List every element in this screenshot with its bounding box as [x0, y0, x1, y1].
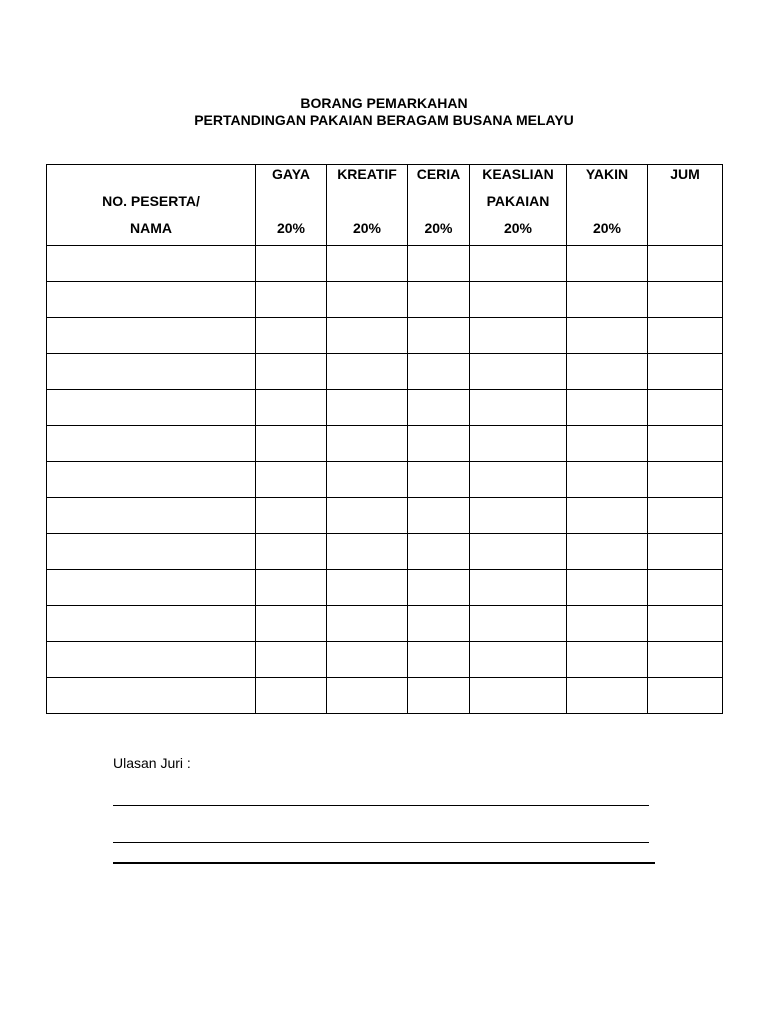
column-label: CERIA	[416, 166, 461, 182]
score-cell[interactable]	[256, 678, 327, 714]
table-row	[47, 246, 723, 282]
participant-header-line1: NO. PESERTA/	[102, 193, 200, 209]
participant-cell[interactable]	[47, 390, 256, 426]
score-cell[interactable]	[648, 462, 723, 498]
score-cell[interactable]	[567, 246, 648, 282]
score-cell[interactable]	[567, 570, 648, 606]
score-cell[interactable]	[256, 606, 327, 642]
score-cell[interactable]	[256, 462, 327, 498]
score-cell[interactable]	[648, 570, 723, 606]
participant-header-line2: NAMA	[130, 220, 172, 236]
score-cell[interactable]	[256, 354, 327, 390]
score-cell[interactable]	[327, 246, 408, 282]
score-rows	[47, 246, 723, 714]
table-row	[47, 498, 723, 534]
score-cell[interactable]	[327, 426, 408, 462]
participant-cell[interactable]	[47, 534, 256, 570]
score-cell[interactable]	[408, 462, 470, 498]
score-cell[interactable]	[567, 642, 648, 678]
score-cell[interactable]	[408, 534, 470, 570]
column-weight: 20%	[592, 220, 622, 236]
form-subtitle: PERTANDINGAN PAKAIAN BERAGAM BUSANA MELAYU	[194, 112, 574, 128]
score-cell[interactable]	[327, 462, 408, 498]
score-cell[interactable]	[327, 498, 408, 534]
score-cell[interactable]	[408, 246, 470, 282]
score-cell[interactable]	[408, 498, 470, 534]
score-cell[interactable]	[470, 642, 567, 678]
participant-cell[interactable]	[47, 246, 256, 282]
score-cell[interactable]	[327, 318, 408, 354]
score-cell[interactable]	[408, 390, 470, 426]
score-cell[interactable]	[648, 678, 723, 714]
column-header-yakin	[567, 165, 648, 246]
score-cell[interactable]	[327, 282, 408, 318]
score-cell[interactable]	[567, 678, 648, 714]
score-cell[interactable]	[470, 570, 567, 606]
table-row	[47, 570, 723, 606]
score-cell[interactable]	[408, 318, 470, 354]
column-weight: 20%	[424, 220, 453, 236]
column-label: JUM	[670, 166, 700, 182]
participant-cell[interactable]	[47, 498, 256, 534]
judge-comments-label: Ulasan Juri :	[113, 755, 191, 771]
participant-cell[interactable]	[47, 570, 256, 606]
score-cell[interactable]	[327, 354, 408, 390]
score-cell[interactable]	[470, 390, 567, 426]
score-cell[interactable]	[327, 570, 408, 606]
participant-cell[interactable]	[47, 354, 256, 390]
score-cell[interactable]	[470, 678, 567, 714]
score-cell[interactable]	[327, 390, 408, 426]
score-cell[interactable]	[470, 426, 567, 462]
score-cell[interactable]	[648, 534, 723, 570]
column-header-gaya	[256, 165, 327, 246]
score-cell[interactable]	[648, 390, 723, 426]
score-cell[interactable]	[408, 642, 470, 678]
score-cell[interactable]	[408, 678, 470, 714]
score-cell[interactable]	[408, 570, 470, 606]
column-header-jum	[648, 165, 723, 246]
score-cell[interactable]	[256, 534, 327, 570]
participant-cell[interactable]	[47, 426, 256, 462]
score-cell[interactable]	[256, 570, 327, 606]
score-cell[interactable]	[567, 534, 648, 570]
comment-line[interactable]	[113, 842, 649, 843]
column-weight: 20%	[503, 220, 533, 236]
score-cell[interactable]	[327, 534, 408, 570]
score-cell[interactable]	[256, 282, 327, 318]
comment-line[interactable]	[113, 862, 655, 864]
participant-cell[interactable]	[47, 606, 256, 642]
score-cell[interactable]	[408, 426, 470, 462]
form-title: BORANG PEMARKAHAN	[300, 95, 468, 111]
score-cell[interactable]	[408, 282, 470, 318]
participant-cell[interactable]	[47, 678, 256, 714]
score-cell[interactable]	[408, 606, 470, 642]
table-row	[47, 426, 723, 462]
score-cell[interactable]	[567, 390, 648, 426]
table-row	[47, 534, 723, 570]
score-cell[interactable]	[256, 426, 327, 462]
score-cell[interactable]	[567, 282, 648, 318]
score-cell[interactable]	[470, 498, 567, 534]
score-cell[interactable]	[256, 642, 327, 678]
score-cell[interactable]	[256, 246, 327, 282]
score-cell[interactable]	[470, 318, 567, 354]
score-cell[interactable]	[567, 606, 648, 642]
score-cell[interactable]	[470, 534, 567, 570]
score-cell[interactable]	[567, 462, 648, 498]
score-cell[interactable]	[408, 354, 470, 390]
score-cell[interactable]	[470, 282, 567, 318]
column-label: YAKIN	[585, 166, 629, 182]
score-cell[interactable]	[470, 606, 567, 642]
scoring-table	[46, 164, 723, 714]
score-cell[interactable]	[470, 246, 567, 282]
score-cell[interactable]	[648, 642, 723, 678]
score-cell[interactable]	[567, 354, 648, 390]
score-cell[interactable]	[327, 606, 408, 642]
score-cell[interactable]	[648, 426, 723, 462]
score-cell[interactable]	[567, 318, 648, 354]
table-row	[47, 678, 723, 714]
column-weight: 20%	[276, 220, 306, 236]
score-cell[interactable]	[256, 390, 327, 426]
participant-cell[interactable]	[47, 318, 256, 354]
table-row	[47, 462, 723, 498]
column-header-kreatif	[327, 165, 408, 246]
score-cell[interactable]	[648, 318, 723, 354]
table-row	[47, 282, 723, 318]
score-cell[interactable]	[648, 606, 723, 642]
score-cell[interactable]	[256, 318, 327, 354]
participant-cell[interactable]	[47, 282, 256, 318]
participant-cell[interactable]	[47, 642, 256, 678]
score-cell[interactable]	[648, 246, 723, 282]
score-cell[interactable]	[648, 282, 723, 318]
table-row	[47, 318, 723, 354]
table-row	[47, 606, 723, 642]
score-cell[interactable]	[567, 426, 648, 462]
table-row	[47, 354, 723, 390]
column-header-keaslian	[470, 165, 567, 246]
score-cell[interactable]	[327, 678, 408, 714]
score-cell[interactable]	[648, 498, 723, 534]
table-row	[47, 642, 723, 678]
participant-cell[interactable]	[47, 462, 256, 498]
score-cell[interactable]	[470, 462, 567, 498]
column-label: GAYA	[272, 166, 310, 182]
table-row	[47, 390, 723, 426]
participant-name-header	[47, 165, 256, 246]
column-label-line2: PAKAIAN	[486, 193, 550, 209]
score-cell[interactable]	[256, 498, 327, 534]
score-cell[interactable]	[567, 498, 648, 534]
score-cell[interactable]	[648, 354, 723, 390]
column-header-ceria	[408, 165, 470, 246]
column-label: KEASLIAN	[482, 166, 554, 182]
comment-line[interactable]	[113, 805, 649, 806]
score-cell[interactable]	[470, 354, 567, 390]
column-label: KREATIF	[337, 166, 397, 182]
header-row	[47, 165, 723, 246]
score-cell[interactable]	[327, 642, 408, 678]
column-weight: 20%	[352, 220, 382, 236]
